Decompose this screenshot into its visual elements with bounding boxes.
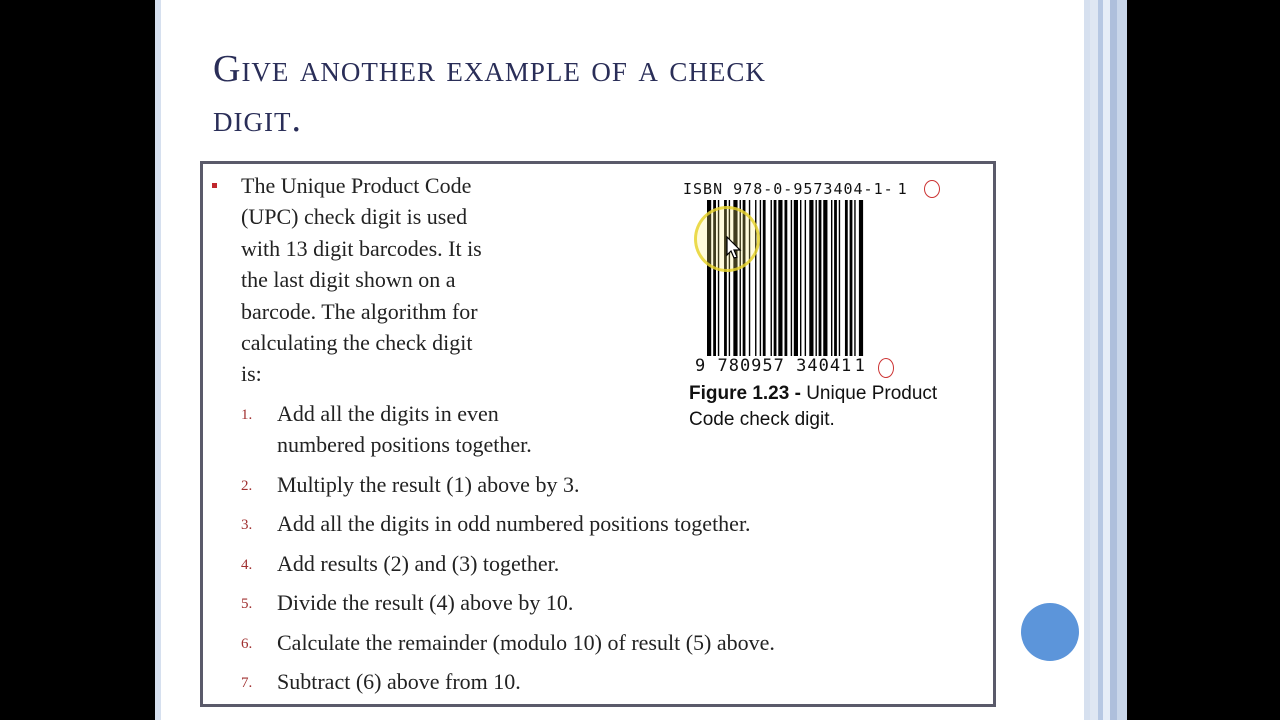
barcode-check-circle-icon <box>878 358 894 378</box>
barcode-bar <box>763 200 766 360</box>
barcode-bar <box>785 200 788 360</box>
barcode-bar <box>859 200 863 360</box>
isbn-check-digit: 1 <box>897 180 908 198</box>
barcode-bar <box>778 200 782 360</box>
figure-caption-text: Unique Product Code check digit. <box>689 383 938 430</box>
barcode-bar <box>850 200 853 360</box>
barcode-digits-text: 9 780957 34041 <box>695 356 853 376</box>
intro-line: the last digit shown on a <box>241 267 456 293</box>
step-number: 4. <box>241 557 253 573</box>
barcode-bar <box>845 200 848 360</box>
bullet-icon <box>212 183 217 188</box>
step-text: numbered positions together. <box>277 432 532 457</box>
barcode-check-digit: 1 <box>854 356 866 376</box>
intro-line: calculating the check digit <box>241 330 473 356</box>
barcode-bar <box>819 200 822 360</box>
barcode-bar <box>834 200 837 360</box>
mouse-pointer-icon <box>726 236 742 260</box>
intro-line: is: <box>241 361 262 387</box>
intro-line: (UPC) check digit is used <box>241 204 468 230</box>
slide-title-line1: Give another example of a check <box>213 48 766 90</box>
slide-title <box>213 44 973 144</box>
barcode-bar <box>774 200 777 360</box>
barcode-bar <box>760 200 761 360</box>
decorative-stripes <box>1090 0 1127 720</box>
intro-line: barcode. The algorithm for <box>241 298 478 324</box>
isbn-text: ISBN 978-0-9573404-1- <box>683 180 894 198</box>
barcode-bar <box>794 200 798 360</box>
figure-caption <box>689 381 949 433</box>
step-number: 5. <box>241 596 253 612</box>
slide-title-line2: digit. <box>213 98 302 140</box>
barcode-bar <box>823 200 827 360</box>
step-text: Add all the digits in even <box>277 401 499 426</box>
slide-left-border <box>155 0 161 720</box>
intro-line: with 13 digit barcodes. It is <box>241 235 482 261</box>
barcode-bar <box>771 200 772 360</box>
step-text: Divide the result (4) above by 10. <box>277 590 574 615</box>
barcode-bar <box>800 200 801 360</box>
check-digit-circle-icon <box>924 180 940 198</box>
step-text: Subtract (6) above from 10. <box>277 669 521 694</box>
figure-caption-label: Figure 1.23 - <box>689 383 801 404</box>
barcode-bar <box>809 200 813 360</box>
barcode-digits <box>695 356 868 376</box>
step-number: 7. <box>241 675 253 691</box>
step-text: Add results (2) and (3) together. <box>277 551 560 576</box>
step-text: Multiply the result (1) above by 3. <box>277 472 580 497</box>
isbn-label <box>683 180 912 198</box>
intro-line: The Unique Product Code <box>241 173 472 198</box>
barcode-bar <box>816 200 817 360</box>
step-number: 2. <box>241 478 253 494</box>
step-number: 6. <box>241 636 253 652</box>
step-text: Add all the digits in odd numbered positions together. <box>277 511 751 536</box>
step-number: 1. <box>241 407 253 423</box>
barcode-bar <box>839 200 840 360</box>
barcode-bar <box>854 200 855 360</box>
step-text: Calculate the remainder (modulo 10) of result (5) above. <box>277 630 775 655</box>
barcode-bar <box>831 200 832 360</box>
barcode-bar <box>805 200 806 360</box>
navigation-dot-button[interactable] <box>1021 603 1079 661</box>
step-number: 3. <box>241 517 253 533</box>
barcode-bar <box>791 200 792 360</box>
intro-paragraph <box>241 170 586 390</box>
